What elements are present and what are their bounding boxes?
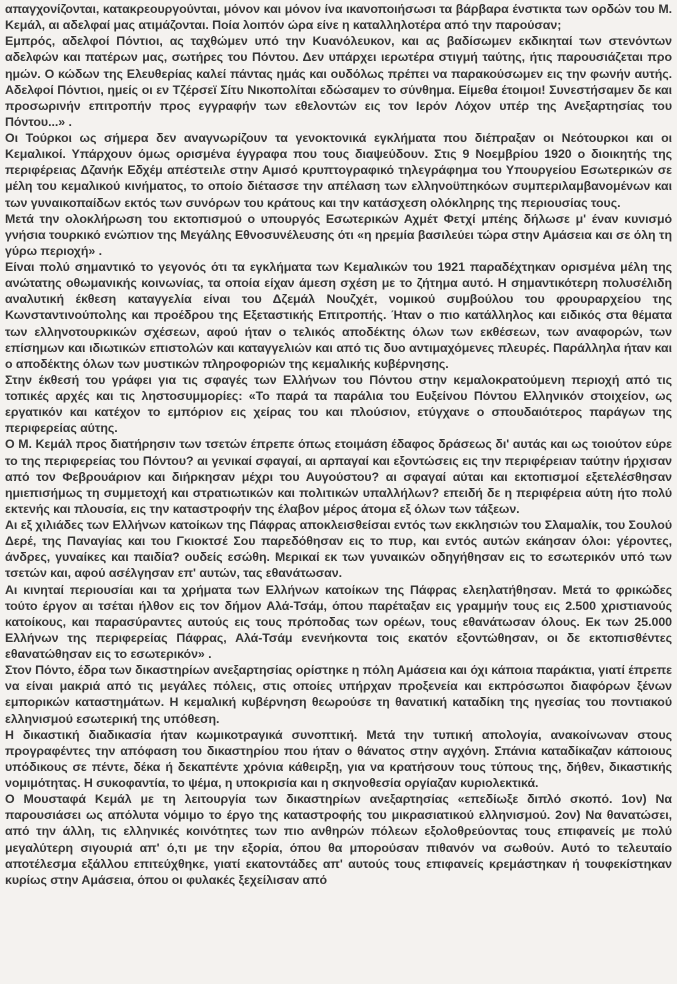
paragraph: Εμπρός, αδελφοί Πόντιοι, ας ταχθώμεν υπό την Κυανόλευκον, και ας βαδίσωμεν εκδικηταί των στενόντων αδελφών και πατέρων μας, σωτήρες του Πόντου. Δεν υπάρχει ιερωτέρα στιγμή ταύτης, ήτις παρουσιάζεται προ ημών. Ο κώδων της Ελευθερίας καλεί πάντας ημάς και ουδόλως πρέπει να παρακούσωμεν εις την φωνήν αυτής. Αδελφοί Πόντιοι, ημείς οι εν Τζέρσεϊ Σίτυ Νικοπολίται εδώσαμεν το σύνθημα. Είμεθα έτοιμοι! Συνεστήσαμεν δε και προσωρινήν επιτροπήν προς εγγραφήν των εθελοντών εις τον Ιερόν Λόχον υπέρ της Ανεξαρτησίας του Πόντου...» . (5, 34, 672, 129)
paragraph: Στον Πόντο, έδρα των δικαστηρίων ανεξαρτησίας ορίστηκε η πόλη Αμάσεια και όχι κάποια παράκτια, γιατί έπρεπε να είναι μακριά από τις μεγάλες πόλεις, στις οποίες υπήρχαν προξενεία και εκπρόσωποι διαφόρων ξένων εμπορικών καταστημάτων. Η κεμαλική κυβέρνηση θεωρούσε τη θανατική καταδίκη της ηγεσίας του ποντιακού ελληνισμού εσωτερική της υπόθεση. (5, 663, 672, 726)
paragraph: Αι εξ χιλιάδες των Ελλήνων κατοίκων της Πάφρας αποκλεισθείσαι εντός των εκκλησιών του Σλαμαλίκ, του Σουλού Δερέ, της Παναγίας και του Γκιοκτσέ Σου παρεδόθησαν εις το πυρ, και εντός αυτών εκάησαν όλοι: γέροντες, άνδρες, γυναίκες και παιδία? ουδείς εσώθη. Μερικαί εκ των γυναικών οδηγήθησαν εις το εσωτερικόν υπό των τσετών και, αφού ασέλγησαν επ' αυτών, τας εθανάτωσαν. (5, 518, 672, 581)
paragraph: Αι κινηταί περιουσίαι και τα χρήματα των Ελλήνων κατοίκων της Πάφρας ελεηλατήθησαν. Μετά το φρικώδες τούτο έργον αι τσέται ήλθον εις τον δήμον Αλά-Τσάμ, όπου παρέταξαν εις γραμμήν τους εις 2.500 χριστιανούς κατοίκους, και παρασύραντες αυτούς εις τους πρόποδας των ορέων, τους εθανάτωσαν όλους. Εκ των 25.000 Ελλήνων της περιφερείας Πάφρας, Αλά-Τσάμ ενενήκοντα τοις εκατόν εξοντώθησαν, οι δε εκτοπισθέντες εθανατώθησαν εις το εσωτερικόν» . (5, 582, 672, 661)
paragraph: Η δικαστική διαδικασία ήταν κωμικοτραγικά συνοπτική. Μετά την τυπική απολογία, ανακοίνωναν στους προγραφέντες την απόφαση του δικαστηρίου που ήταν ο θάνατος στην αγχόνη. Σπάνια καταδίκαζαν κάποιους υπόδικους σε πέντε, δέκα ή δεκαπέντε χρόνια κάθειρξη, για να κρατήσουν τους τύπους της, δήθεν, δικαστικής νομιμότητας. Η συκοφαντία, το ψέμα, η υποκρισία και η σκηνοθεσία οργίαζαν κυριολεκτικά. (5, 727, 672, 790)
paragraph: Είναι πολύ σημαντικό το γεγονός ότι τα εγκλήματα των Κεμαλικών του 1921 παραδέχτηκαν ορισμένα μέλη της ανώτατης οθωμανικής κοινωνίας, τα οποία είχαν άμεση σχέση με το ζήτημα αυτό. Η σημαντικότερη πολυσέλιδη αναλυτική έκθεση καταγγελία είναι του Δζεμάλ Νουζχέτ, νομικού συμβούλου του φρουραρχείου της Κωνσταντινούπολης και προέδρου της Εξεταστικής Επιτροπής. Ήταν ο πιο κατάλληλος και ειδικός στα θέματα των ελληνοτουρκικών σχέσεων, αφού ήταν ο τελικός αποδέκτης όλων των εκθέσεων, των αναφορών, των επίσημων και ιδιωτικών επιστολών και καταγγελιών και από τις δυο αντιμαχόμενες πλευρές. Παράλληλα ήταν και ο αποδέκτης όλων των μυστικών πληροφοριών της κεμαλικής κυβέρνησης. (5, 260, 672, 371)
paragraph: απαγχονίζονται, κατακρεουργούνται, μόνον και μόνον ίνα ικανοποιήσωσι τα βάρβαρα ένστικτα των ορδών του Μ. Κεμάλ, αι αδελφαί μας ατιμάζονται. Ποία λοιπόν ώρα είνε η καταλληλοτέρα από την παρούσαν; (5, 2, 672, 33)
paragraph: Μετά την ολοκλήρωση του εκτοπισμού ο υπουργός Εσωτερικών Αχμέτ Φετχί μπέης δήλωσε μ' έναν κυνισμό γνήσια τουρκικό ενώπιον της Μεγάλης Εθνοσυνέλευσης ότι «η ηρεμία βασιλεύει τώρα στην Αμάσεια και σε όλη τη γύρω περιοχή» . (5, 211, 672, 258)
paragraph: Οι Τούρκοι ως σήμερα δεν αναγνωρίζουν τα γενοκτονικά εγκλήματα που διέπραξαν οι Νεότουρκοι και οι Κεμαλικοί. Υπάρχουν όμως ορισμένα έγγραφα που τους διαψεύδουν. Στις 9 Νοεμβρίου 1920 ο διοικητής της περιφέρειας Δζανήκ Εδχέμ απέστειλε στην Αμισό κρυπτογραφικό τηλεγράφημα του Υπουργείου Εσωτερικών σε μέλη του κεμαλικού κινήματος, το οποίο διέτασσε την απέλαση των ελληνοϋπηκόων συμπεριλαμβανομένων και των γυναικοπαίδων εκτός των συνόρων του κράτους και την κατάσχεση ολόκληρης της περιουσίας τους. (5, 131, 672, 210)
paragraph: Ο Μουσταφά Κεμάλ με τη λειτουργία των δικαστηρίων ανεξαρτησίας «επεδίωξε διπλό σκοπό. 1ον) Να παρουσιάσει ως απόλυτα νόμιμο το έργο της καταστροφής του μικρασιατικού ελληνισμού. 2ον) Να θανατώσει, από την άλλη, τις ελληνικές κοινότητες των πιο ανθηρών πόλεων εξολοθρεύοντας τους επιφανείς με πολύ μεγαλύτερη σιγουριά απ' ό,τι με την εξορία, όπου θα μπορούσαν πιθανόν να σωθούν. Αυτό το τελευταίο αποτέλεσμα εξάλλου επιτεύχθηκε, γιατί εκατοντάδες απ' αυτούς τους επιφανείς κρεμάστηκαν ή τουφεκίστηκαν κυρίως στην Αμάσεια, όπου οι φυλακές ξεχείλισαν από (5, 792, 672, 887)
paragraph: Στην έκθεσή του γράφει για τις σφαγές των Ελλήνων του Πόντου στην κεμαλοκρατούμενη περιοχή από τις τοπικές αρχές και τις ληστοσυμμορίες: «Το παρά τα παράλια του Ευξείνου Πόντου Ελληνικόν στοιχείον, ως εργατικόν και κατέχον το εμπόριον εις χείρας του και πλούσιον, ετύγχανε ο σπουδαιότερος παράγων της περιφερείας αύτης. (5, 372, 672, 436)
paragraph: Ο Μ. Κεμάλ προς διατήρησιν των τσετών έπρεπε όπως ετοιμάση έδαφος δράσεως δι' αυτάς και ως τοιούτον εύρε το της περιφερείας του Πόντου? αι γενικαί σφαγαί, αι αρπαγαί και εξοντώσεις εις την περιφέρειαν ταύτην ήρχισαν από τον Φεβρουάριον και διήρκησαν μέχρι του Αυγούστου? αι σφαγαί αύται και εκτοπισμοί εξετελέσθησαν ημιεπισήμως τη συμμετοχή και στρατιωτικών και πολιτικών υπαλλήλων? επειδή δε η περιφέρεια αύτη ήτο πολύ εκτενής και πλουσία, εις την καταστροφήν της έλαβον μέρος άτομα εξ όλων των τάξεων. (5, 437, 672, 516)
